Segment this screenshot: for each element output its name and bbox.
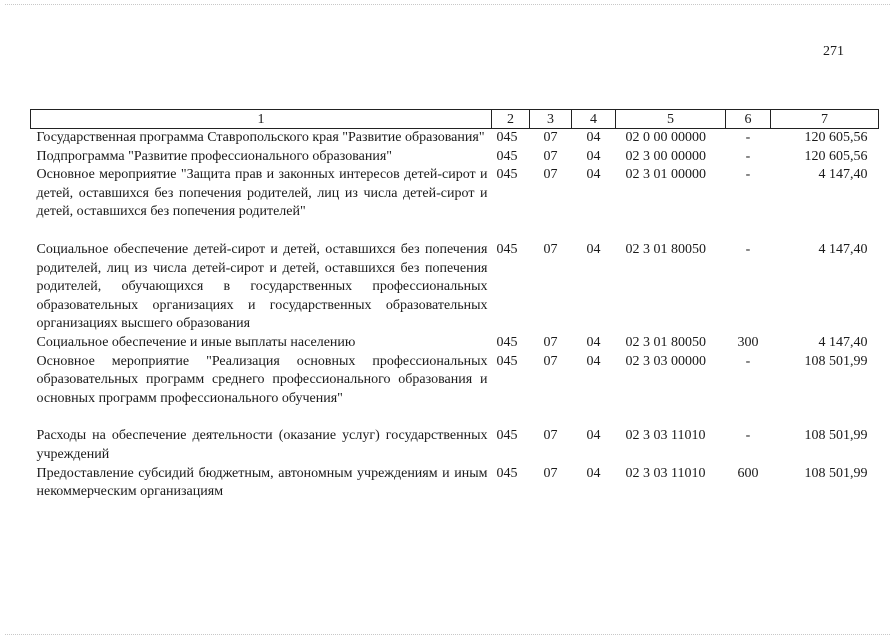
row-code-6: 300: [737, 334, 759, 350]
column-header-3: 3: [530, 110, 572, 129]
row-code-4: 04: [586, 428, 601, 444]
row-amount: 4 147,40: [818, 334, 868, 350]
row-code-6: -: [745, 241, 751, 257]
row-code-5: 02 3 01 00000: [625, 167, 706, 183]
row-code-4: 04: [586, 130, 601, 145]
row-code-4: 04: [586, 241, 601, 257]
row-code-3: 07: [543, 353, 558, 369]
scan-edge-bottom: [5, 634, 890, 636]
row-code-3: 07: [543, 465, 558, 481]
row-amount: 108 501,99: [804, 428, 868, 444]
row-name: Основное мероприятие "Защита прав и законных интересов детей-сирот и детей, оставшихся без попечения родителей, лиц из числа детей-сирот и детей, оставшихся без попечения родителей": [36, 167, 488, 220]
table-row: [31, 129, 879, 148]
row-code-6: -: [745, 353, 751, 369]
row-code-2: 045: [496, 167, 518, 183]
row-name: Государственная программа Ставропольского края "Развитие образования": [36, 130, 485, 145]
row-code-2: 045: [496, 334, 518, 350]
row-name: Предоставление субсидий бюджетным, автономным учреждениям и иным некоммерческим организациям: [36, 465, 488, 500]
table-row: [31, 465, 879, 502]
row-code-4: 04: [586, 167, 601, 183]
column-header-7: 7: [771, 110, 879, 129]
row-code-5: 02 3 00 00000: [625, 148, 706, 164]
row-code-5: 02 3 01 80050: [625, 241, 706, 257]
row-name: Расходы на обеспечение деятельности (оказание услуг) государственных учреждений: [36, 428, 488, 462]
row-amount: 108 501,99: [804, 353, 868, 369]
row-code-5: 02 3 03 00000: [625, 353, 706, 369]
row-name: Социальное обеспечение детей-сирот и детей, оставшихся без попечения родителей, лиц из числа детей-сирот и детей, оставшихся без попечения родителей, обучающихся в государственных профессиональных образовательных организациях и государственных образовательных организациях высшего образования: [36, 241, 488, 332]
row-code-2: 045: [496, 130, 518, 145]
column-header-1: 1: [31, 110, 492, 129]
row-code-2: 045: [496, 241, 518, 257]
table-row: [31, 166, 879, 222]
row-code-6: -: [745, 130, 751, 145]
table-row: [31, 353, 879, 409]
row-code-5: 02 0 00 00000: [625, 130, 706, 145]
table-row: [31, 427, 879, 464]
table-row: [31, 334, 879, 353]
row-amount: 108 501,99: [804, 465, 868, 481]
row-code-6: 600: [737, 465, 759, 481]
table-row: [31, 148, 879, 167]
row-code-4: 04: [586, 353, 601, 369]
row-amount: 4 147,40: [818, 167, 868, 183]
column-header-5: 5: [616, 110, 726, 129]
row-code-3: 07: [543, 428, 558, 444]
row-code-6: -: [745, 428, 751, 444]
row-code-5: 02 3 01 80050: [625, 334, 706, 350]
row-spacer: [31, 222, 879, 241]
row-code-2: 045: [496, 148, 518, 164]
row-amount: 4 147,40: [818, 241, 868, 257]
row-code-6: -: [745, 167, 751, 183]
row-code-3: 07: [543, 167, 558, 183]
row-code-2: 045: [496, 428, 518, 444]
row-code-3: 07: [543, 130, 558, 145]
row-amount: 120 605,56: [804, 130, 868, 145]
row-code-5: 02 3 03 11010: [625, 465, 706, 481]
row-spacer: [31, 408, 879, 427]
row-code-5: 02 3 03 11010: [625, 428, 706, 444]
budget-table: [30, 109, 879, 502]
row-name: Социальное обеспечение и иные выплаты населению: [36, 334, 356, 350]
row-code-3: 07: [543, 241, 558, 257]
table-header-row: [31, 110, 879, 129]
row-amount: 120 605,56: [804, 148, 868, 164]
row-code-2: 045: [496, 465, 518, 481]
page-number: 271: [823, 44, 844, 59]
row-code-2: 045: [496, 353, 518, 369]
column-header-6: 6: [726, 110, 771, 129]
row-name: Основное мероприятие "Реализация основных профессиональных образовательных программ среднего профессионального образования и основных программ профессионального обучения": [36, 353, 488, 406]
scan-edge-top: [5, 4, 890, 6]
table-row: [31, 241, 879, 334]
column-header-2: 2: [492, 110, 530, 129]
row-code-3: 07: [543, 334, 558, 350]
column-header-4: 4: [572, 110, 616, 129]
row-code-4: 04: [586, 465, 601, 481]
row-code-3: 07: [543, 148, 558, 164]
row-code-4: 04: [586, 148, 601, 164]
row-code-4: 04: [586, 334, 601, 350]
row-name: Подпрограмма "Развитие профессионального образования": [36, 148, 392, 164]
row-code-6: -: [745, 148, 751, 164]
